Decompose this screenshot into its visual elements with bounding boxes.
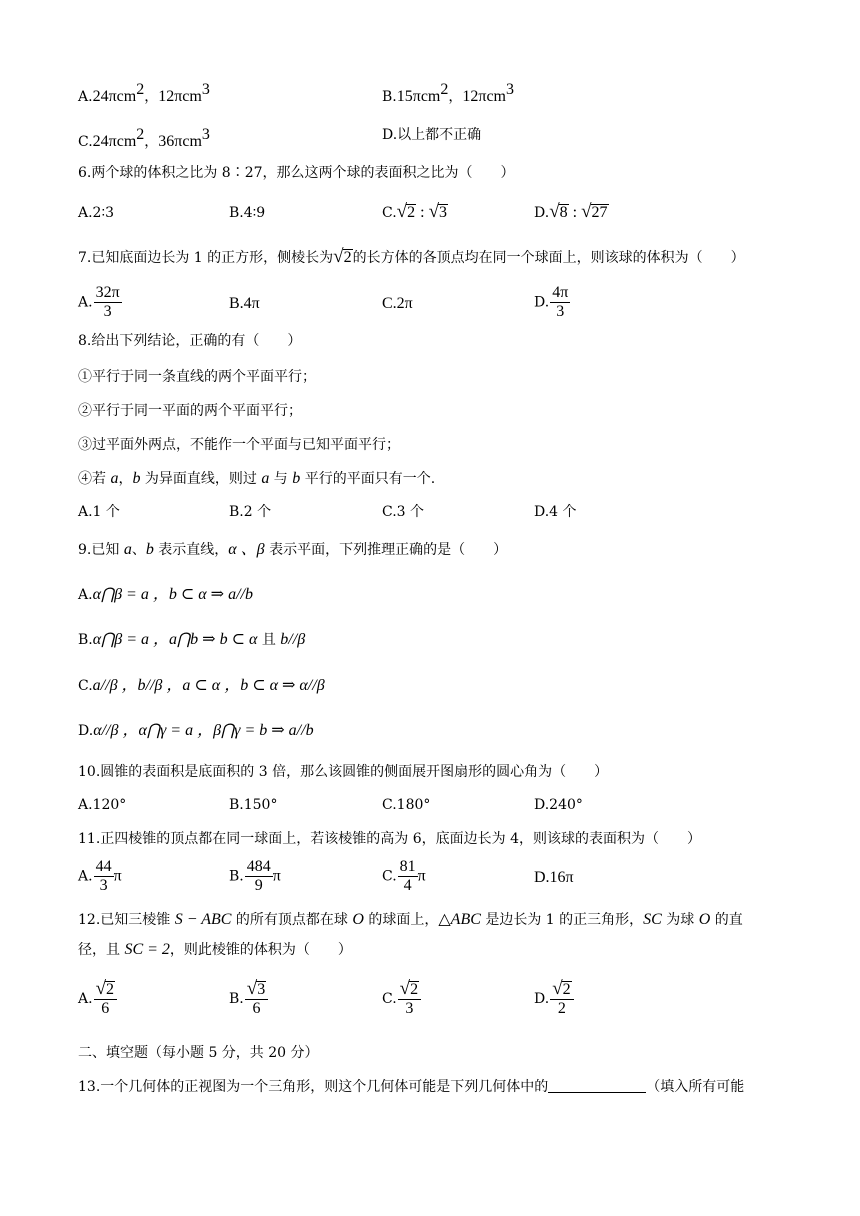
q8-option-c: C.3 个 — [382, 504, 425, 520]
q12-option-d: D. √ 2 2 — [534, 980, 574, 1018]
q12-stem-line1: 12.已知三棱锥 S − ABC 的所有顶点都在球 O 的球面上，△ABC 是边长为 1 的正三角形，SC 为球 O 的直 — [78, 911, 743, 928]
q11-option-a: A. $\frac{44}{3}$ π — [78, 858, 122, 894]
fraction: $\frac{44}{3}$ — [95, 858, 112, 894]
q12-options — [78, 980, 818, 1020]
section-title: 二、填空题（每小题 5 分，共 20 分） — [78, 1045, 319, 1061]
q12-option-a: A. √ 2 6 — [78, 980, 117, 1018]
fraction: √ 2 2 — [550, 980, 573, 1018]
q5-option-a: A.24πcm$^2$，12πcm$^3$ — [78, 81, 210, 105]
q9-stem: 9.已知 a、b 表示直线，α 、β 表示平面，下列推理正确的是（ ） — [78, 541, 508, 558]
q6-options — [78, 203, 818, 243]
q9-option-c: C.a//β ，b//β ，a ⊂ α ，b ⊂ α ⇒ α//β — [78, 677, 325, 694]
q8-stem: 8.给出下列结论，正确的有（ ） — [78, 333, 302, 349]
q6-option-c: C. √ 2 : √ 3 — [382, 201, 447, 222]
q11-option-c: C. $\frac{81}{4}$ π — [382, 858, 426, 894]
q6-option-b: B.4∶9 — [229, 205, 266, 221]
q8-statement-2: ②平行于同一平面的两个平面平行； — [78, 403, 302, 419]
q10-stem: 10.圆锥的表面积是底面积的 3 倍，那么该圆锥的侧面展开图扇形的圆心角为（ ） — [78, 764, 609, 780]
q11-option-b: B. $\frac{484}{9}$ π — [229, 858, 281, 894]
sqrt: √ 27 — [581, 201, 608, 222]
q11-options — [78, 858, 818, 898]
q7-option-c: C.2π — [382, 295, 413, 312]
q5-options-row1 — [78, 80, 818, 120]
fraction: $\frac{484}{9}$ — [246, 858, 271, 894]
fraction: $\frac{32\pi}{3}$ — [95, 284, 120, 320]
fraction: √ 2 3 — [398, 980, 421, 1018]
q8-statement-4: ④若 a，b 为异面直线，则过 a 与 b 平行的平面只有一个. — [78, 470, 436, 487]
q7-option-a: A. $\frac{32\pi}{3}$ — [78, 284, 120, 320]
q8-option-b: B.2 个 — [229, 504, 272, 520]
q9-option-a: A.α⋂β = a ，b ⊂ α ⇒ a//b — [78, 586, 253, 603]
q12-stem-line2: 径，且 SC = 2，则此棱锥的体积为（ ） — [78, 941, 352, 958]
q6-stem: 6.两个球的体积之比为 8∶27，那么这两个球的表面积之比为（ ） — [78, 165, 515, 181]
q10-option-d: D.240° — [534, 797, 583, 813]
q10-option-a: A.120° — [78, 797, 127, 813]
q12-option-b: B. √ 3 6 — [229, 980, 268, 1018]
sqrt: √ 3 — [428, 201, 447, 222]
q5-option-c: C.24πcm$^2$，36πcm$^3$ — [78, 126, 210, 150]
answer-blank[interactable] — [548, 1078, 646, 1093]
fraction: √ 2 6 — [94, 980, 117, 1018]
q11-option-d: D.16π — [534, 869, 574, 886]
sqrt: √ 8 — [549, 201, 568, 222]
q5-option-d: D.以上都不正确 — [382, 127, 482, 143]
fraction: $\frac{4\pi}{3}$ — [552, 284, 569, 320]
q7-options — [78, 284, 818, 324]
q9-option-d: D.α//β ，α⋂γ = a ，β⋂γ = b ⇒ a//b — [78, 722, 314, 739]
q10-option-c: C.180° — [382, 797, 431, 813]
q6-option-d: D. √ 8 : √ 27 — [534, 201, 608, 222]
q8-option-a: A.1 个 — [78, 504, 120, 520]
q5-options-row2 — [78, 125, 818, 165]
q5-option-b: B.15πcm$^2$，12πcm$^3$ — [382, 81, 514, 105]
q7-stem: 7.已知底面边长为 1 的正方形，侧棱长为 √ 2 的长方体的各顶点均在同一个球面上，则该球的体积为（ ） — [78, 246, 745, 267]
q8-options — [78, 502, 818, 542]
q7-option-d: D. $\frac{4\pi}{3}$ — [534, 284, 569, 320]
sqrt: √ 2 — [396, 201, 416, 222]
sqrt: √ 2 — [333, 246, 352, 267]
q12-option-c: C. √ 2 3 — [382, 980, 421, 1018]
fraction: √ 3 6 — [245, 980, 268, 1018]
q7-option-b: B.4π — [229, 295, 260, 312]
q10-option-b: B.150° — [229, 797, 278, 813]
q9-option-b: B.α⋂β = a ，a⋂b ⇒ b ⊂ α 且 b//β — [78, 631, 306, 648]
fraction: $\frac{81}{4}$ — [399, 858, 416, 894]
q8-statement-1: ①平行于同一条直线的两个平面平行； — [78, 369, 316, 385]
q8-option-d: D.4 个 — [534, 504, 577, 520]
q6-option-a: A.2∶3 — [78, 205, 115, 221]
q11-stem: 11.正四棱锥的顶点都在同一球面上，若该棱锥的高为 6，底面边长为 4，则该球的表面积为（ ） — [78, 831, 701, 847]
q13-stem: 13.一个几何体的正视图为一个三角形，则这个几何体可能是下列几何体中的 （填入所有可能 — [78, 1079, 745, 1095]
q8-statement-3: ③过平面外两点，不能作一个平面与已知平面平行； — [78, 437, 400, 453]
